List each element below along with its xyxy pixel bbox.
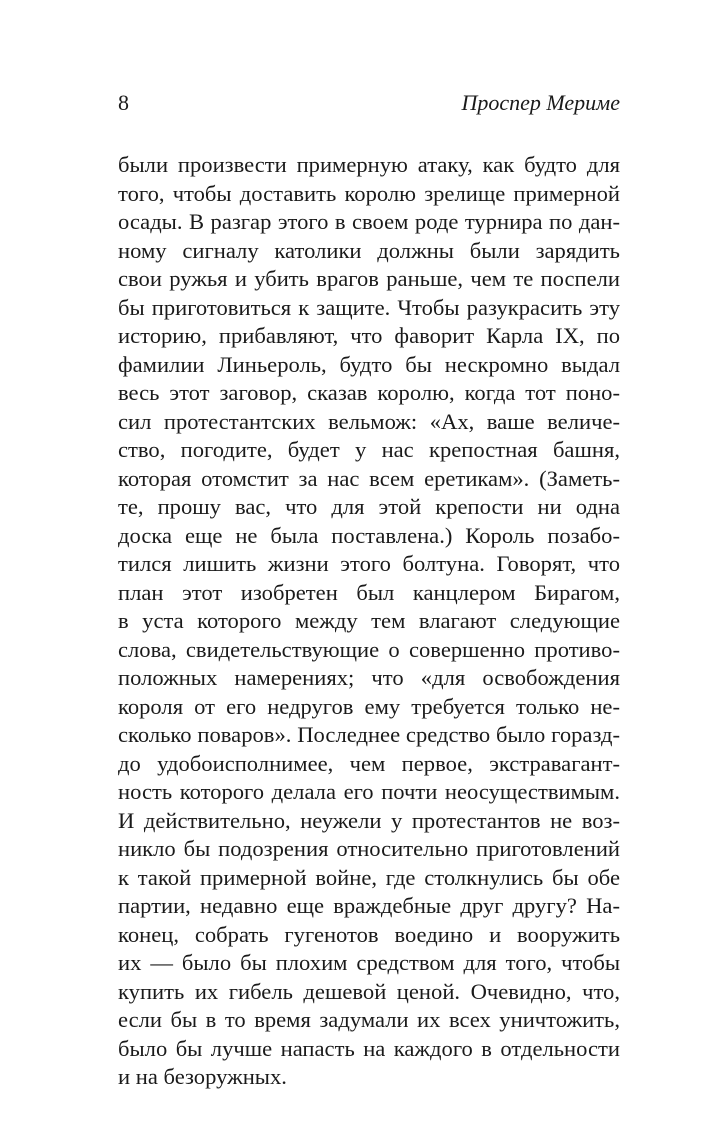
text-line: купить их гибель дешевой ценой. Очевидно, что, (118, 978, 620, 1004)
text-line: если бы в то время задумали их всех уничтожить, (118, 1007, 620, 1032)
text-line: никло бы подозрения относительно приготовлений (118, 836, 620, 861)
text-line: сколько поваров». Последнее средство было горазд- (118, 722, 620, 747)
text-line: бы приготовиться к защите. Чтобы разукрасить эту (118, 294, 620, 320)
text-line: слова, свидетельствующие о совершенно противо- (118, 636, 620, 662)
text-line: ство, погодите, будет у нас крепостная башня, (118, 437, 620, 462)
text-line: доска еще не была поставлена.) Король позабо- (118, 522, 620, 548)
text-line: осады. В разгар этого в своем роде турнира по дан- (118, 209, 620, 234)
running-head (118, 86, 620, 120)
text-line: были произвести примерную атаку, как будто для (118, 152, 620, 177)
text-line: историю, прибавляют, что фаворит Карла IX, по (118, 323, 620, 348)
text-line: которая отомстит за нас всем еретикам». (Заметь- (118, 465, 620, 491)
text-line: и на безоружных. (118, 1064, 287, 1089)
text-line: весь этот заговор, сказав королю, когда тот поно- (118, 380, 620, 405)
text-line: те, прошу вас, что для этой крепости ни одна (118, 494, 620, 519)
text-line: до удобоисполнимее, чем первое, экстравагант- (118, 750, 620, 776)
text-line: конец, собрать гугенотов воедино и вооружить (118, 921, 620, 947)
text-line: их — было бы плохим средством для того, чтобы (118, 950, 620, 975)
text-line: партии, недавно еще враждебные друг другу? На- (118, 893, 620, 918)
body-text (118, 151, 620, 1092)
text-line: того, чтобы доставить королю зрелище примерной (118, 180, 620, 206)
text-line: тился лишить жизни этого болтуна. Говорят, что (118, 551, 620, 576)
text-line: фамилии Линьероль, будто бы нескромно выдал (118, 351, 620, 377)
running-title: Проспер Мериме (461, 90, 620, 115)
text-line: в уста которого между тем влагают следующие (118, 608, 620, 633)
text-line: И действительно, неужели у протестантов не воз- (118, 807, 620, 833)
page-number: 8 (118, 90, 129, 115)
text-line: к такой примерной войне, где столкнулись бы обе (118, 864, 620, 890)
text-line: положных намерениях; что «для освобождения (118, 665, 620, 690)
text-line: план этот изобретен был канцлером Бирагом, (118, 579, 620, 605)
text-line: сил протестантских вельмож: «Ах, ваше величе- (118, 408, 620, 434)
text-line: свои ружья и убить врагов раньше, чем те поспели (118, 266, 620, 291)
text-line: короля от его недругов ему требуется только не- (118, 693, 620, 719)
text-line: было бы лучше напасть на каждого в отдельности (118, 1035, 620, 1061)
text-line: ному сигналу католики должны были зарядить (118, 237, 620, 263)
text-line: ность которого делала его почти неосуществимым. (118, 779, 620, 804)
